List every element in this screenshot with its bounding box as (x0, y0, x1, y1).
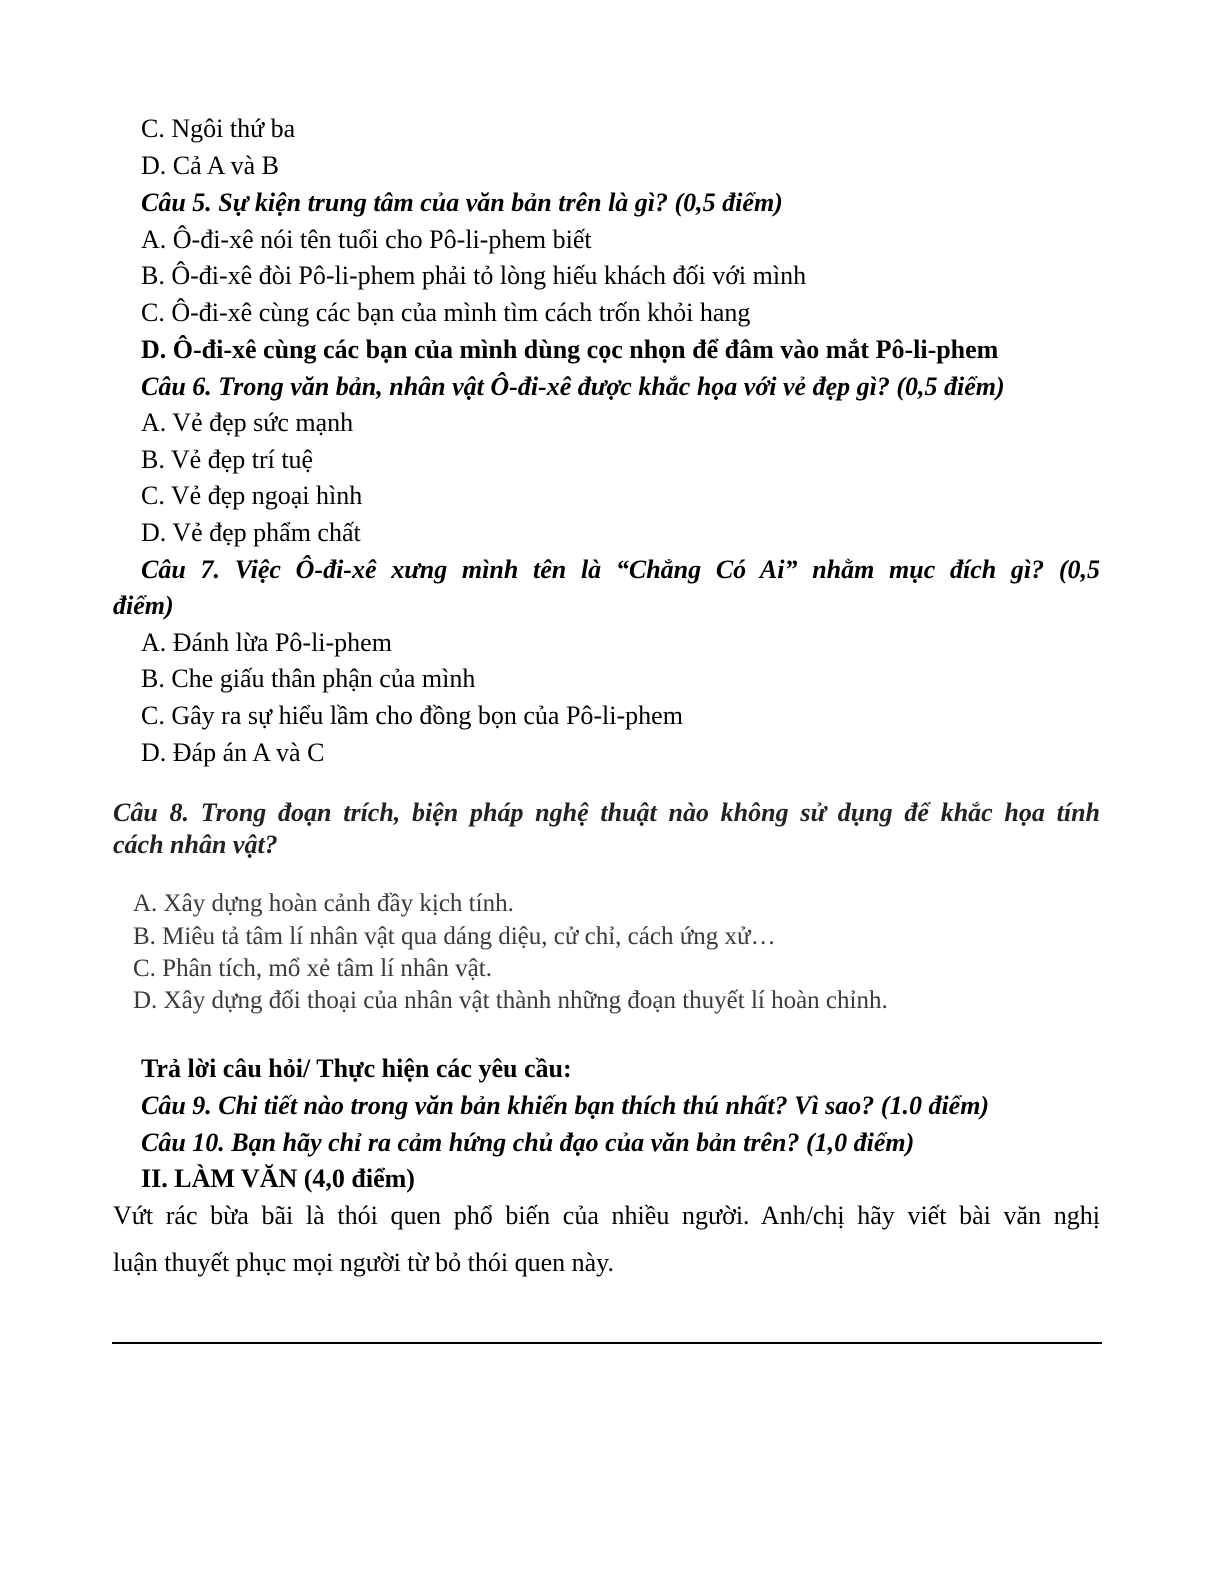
q8-option-d: D. Xây dựng đối thoại của nhân vật thành những đoạn thuyết lí hoàn chỉnh. (133, 987, 888, 1014)
q7-option-b: B. Che giấu thân phận của mình (141, 664, 476, 693)
q7-question-line2: điểm) (113, 591, 174, 620)
answer-section-heading: Trả lời câu hỏi/ Thực hiện các yêu cầu: (141, 1054, 572, 1083)
q6-question: Câu 6. Trong văn bản, nhân vật Ô-đi-xê được khắc họa với vẻ đẹp gì? (0,5 điểm) (141, 372, 1005, 401)
writing-prompt-line1: Vứt rác bừa bãi là thói quen phổ biến của nhiều người. Anh/chị hãy viết bài văn nghị (113, 1201, 1100, 1230)
q6-option-a: A. Vẻ đẹp sức mạnh (141, 408, 354, 437)
q8-question-text: Trong đoạn trích, biện pháp nghệ thuật nào không sử dụng để khắc họa tính (200, 798, 1100, 827)
q8-question-line2: cách nhân vật? (113, 830, 278, 859)
q4-option-c: C. Ngôi thứ ba (141, 114, 296, 143)
writing-prompt-line2: luận thuyết phục mọi người từ bỏ thói quen này. (113, 1248, 614, 1277)
horizontal-divider (112, 1342, 1102, 1344)
q5-option-d: D. Ô-đi-xê cùng các bạn của mình dùng cọc nhọn để đâm vào mắt Pô-li-phem (141, 335, 999, 364)
q8-question-line1 (113, 798, 1100, 828)
q6-option-c: C. Vẻ đẹp ngoại hình (141, 481, 363, 510)
q8-option-b: B. Miêu tả tâm lí nhân vật qua dáng diệu, cử chỉ, cách ứng xử… (133, 923, 776, 950)
q7-option-d: D. Đáp án A và C (141, 738, 325, 767)
q10-question: Câu 10. Bạn hãy chỉ ra cảm hứng chủ đạo của văn bản trên? (1,0 điểm) (141, 1128, 915, 1157)
q7-option-a: A. Đánh lừa Pô-li-phem (141, 628, 392, 657)
q5-option-c: C. Ô-đi-xê cùng các bạn của mình tìm cách trốn khỏi hang (141, 298, 751, 327)
writing-section-heading: II. LÀM VĂN (4,0 điểm) (141, 1164, 415, 1193)
q6-option-d: D. Vẻ đẹp phẩm chất (141, 518, 361, 547)
q6-option-b: B. Vẻ đẹp trí tuệ (141, 445, 314, 474)
q7-question-line1: Câu 7. Việc Ô-đi-xê xưng mình tên là “Chẳng Có Ai” nhằm mục đích gì? (0,5 (141, 555, 1100, 584)
q5-option-b: B. Ô-đi-xê đòi Pô-li-phem phải tỏ lòng hiếu khách đối với mình (141, 261, 807, 290)
q8-option-c: C. Phân tích, mổ xẻ tâm lí nhân vật. (133, 955, 492, 982)
q5-question: Câu 5. Sự kiện trung tâm của văn bản trên là gì? (0,5 điểm) (141, 188, 783, 217)
q8-option-a: A. Xây dựng hoàn cảnh đầy kịch tính. (133, 890, 514, 917)
q8-label: Câu 8. (113, 798, 190, 827)
q5-option-a: A. Ô-đi-xê nói tên tuổi cho Pô-li-phem biết (141, 225, 592, 254)
q7-option-c: C. Gây ra sự hiểu lầm cho đồng bọn của Pô-li-phem (141, 701, 683, 730)
q9-question: Câu 9. Chi tiết nào trong văn bản khiến bạn thích thú nhất? Vì sao? (1.0 điểm) (141, 1091, 990, 1120)
q4-option-d: D. Cả A và B (141, 151, 279, 180)
